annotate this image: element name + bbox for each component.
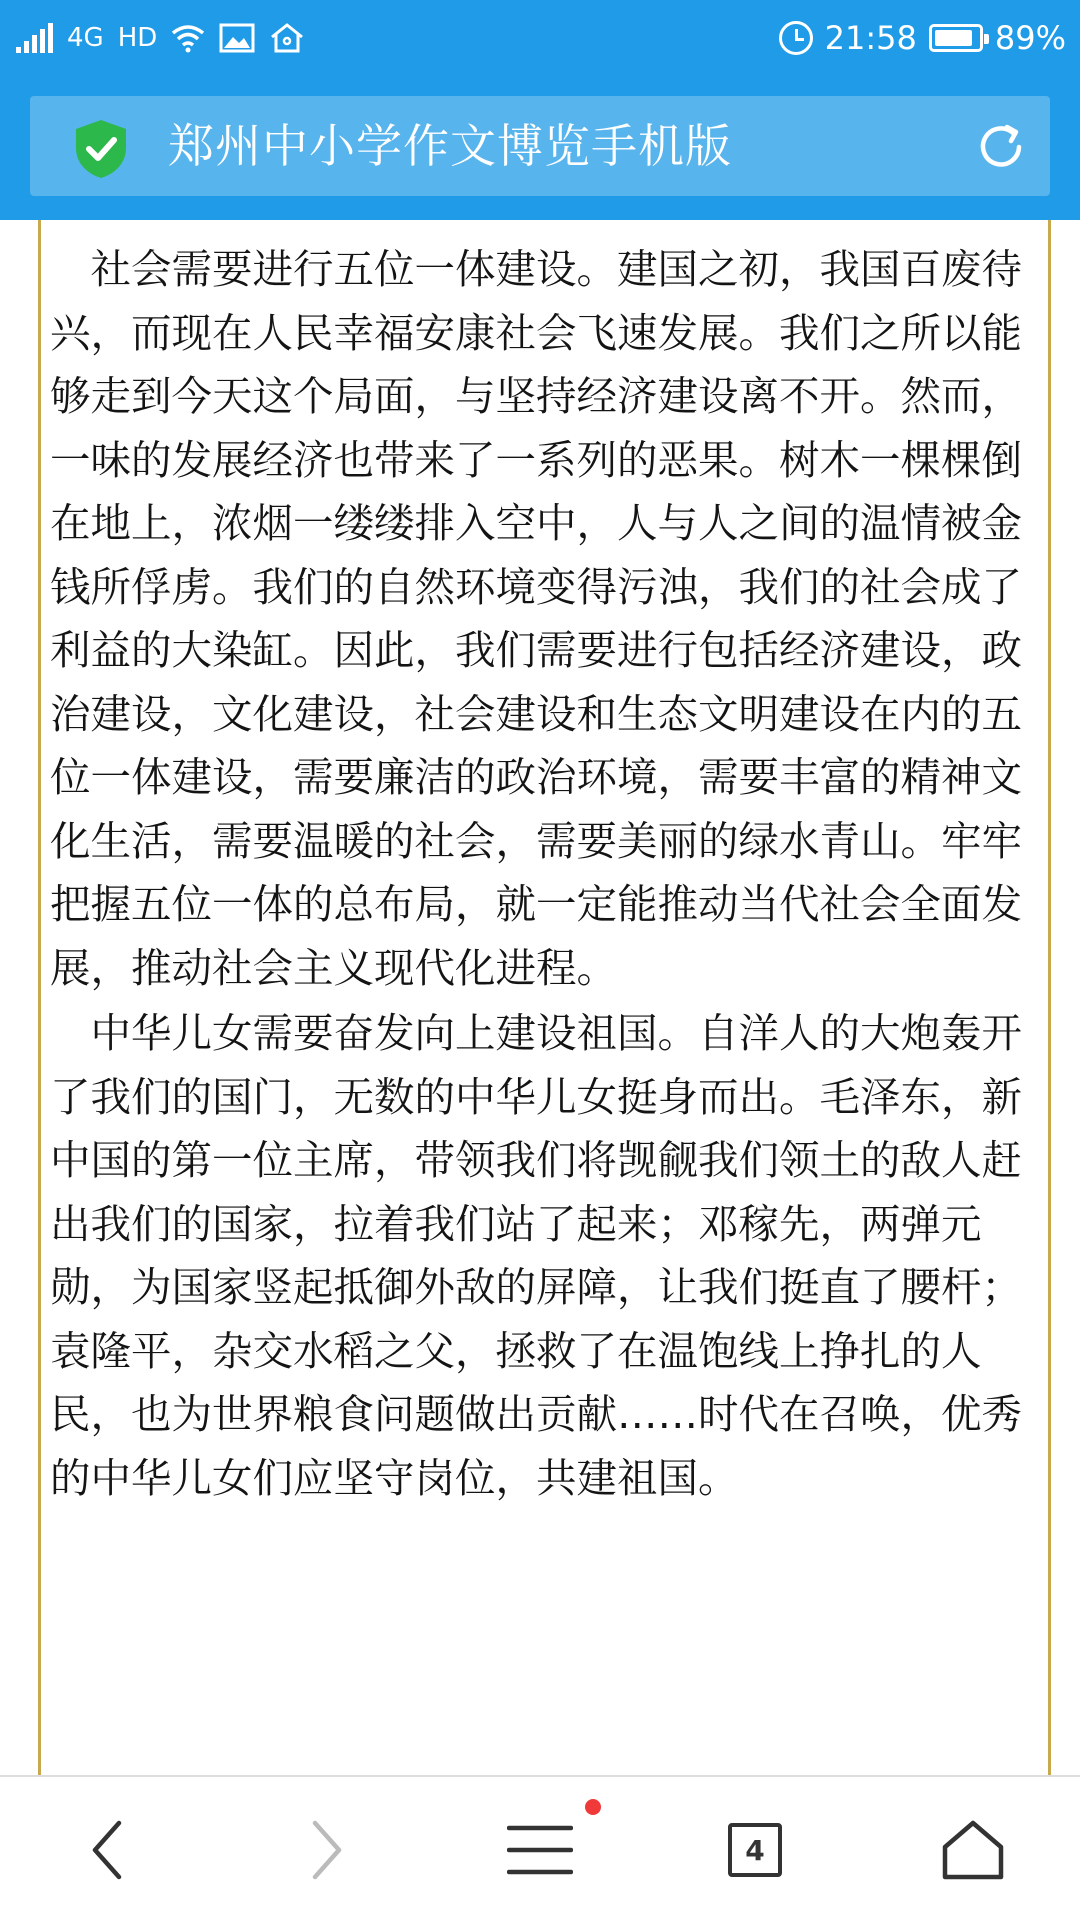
page-title[interactable]: 郑州中小学作文博览手机版	[168, 119, 732, 173]
article-body	[50, 238, 1040, 1512]
wifi-icon	[171, 23, 205, 53]
battery-fill	[935, 30, 972, 46]
notification-dot	[585, 1799, 601, 1815]
tabs-icon	[728, 1823, 782, 1877]
home-outline-icon	[269, 22, 305, 54]
home-icon	[941, 1819, 1005, 1881]
battery-icon	[929, 24, 983, 52]
forward-button[interactable]	[292, 1815, 362, 1885]
browser-toolbar	[0, 76, 1080, 220]
tab-count: 4	[745, 1833, 765, 1867]
forward-icon	[307, 1819, 347, 1881]
back-button[interactable]	[72, 1815, 142, 1885]
address-bar[interactable]	[30, 96, 1050, 196]
alarm-icon	[779, 21, 813, 55]
menu-button[interactable]	[505, 1815, 575, 1885]
network-type: 4G	[67, 23, 104, 53]
refresh-icon[interactable]	[974, 120, 1028, 174]
hd-indicator: HD	[117, 23, 158, 53]
back-icon	[87, 1819, 127, 1881]
status-left	[16, 0, 305, 76]
home-button[interactable]	[938, 1815, 1008, 1885]
battery-percent: 89%	[994, 19, 1066, 57]
signal-icon	[16, 23, 53, 53]
secure-shield-icon	[72, 118, 130, 180]
tabs-button[interactable]	[720, 1815, 790, 1885]
status-right	[779, 0, 1066, 76]
image-icon	[219, 23, 255, 53]
article-paragraph: 社会需要进行五位一体建设。建国之初，我国百废待兴，而现在人民幸福安康社会飞速发展。我们之所以能够走到今天这个局面，与坚持经济建设离不开。然而，一味的发展经济也带来了一系列的恶果。树木一棵棵倒在地上，浓烟一缕缕排入空中，人与人之间的温情被金钱所俘虏。我们的自然环境变得污浊，我们的社会成了利益的大染缸。因此，我们需要进行包括经济建设，政治建设，文化建设，社会建设和生态文明建设在内的五位一体建设，需要廉洁的政治环境，需要丰富的精神文化生活，需要温暖的社会，需要美丽的绿水青山。牢牢把握五位一体的总布局，就一定能推动当代社会全面发展，推动社会主义现代化进程。	[50, 245, 1022, 992]
status-bar	[0, 0, 1080, 76]
menu-icon	[507, 1824, 573, 1876]
bottom-navigation	[0, 1775, 1080, 1920]
clock: 21:58	[824, 19, 917, 57]
article-paragraph: 中华儿女需要奋发向上建设祖国。自洋人的大炮轰开了我们的国门，无数的中华儿女挺身而出。毛泽东，新中国的第一位主席，带领我们将觊觎我们领土的敌人赶出我们的国家，拉着我们站了起来；邓稼先，两弹元勋，为国家竖起抵御外敌的屏障，让我们挺直了腰杆；袁隆平，杂交水稻之父，拯救了在温饱线上挣扎的人民，也为世界粮食问题做出贡献……时代在召唤，优秀的中华儿女们应坚守岗位，共建祖国。	[50, 1009, 1022, 1502]
page-content[interactable]	[0, 220, 1080, 1775]
